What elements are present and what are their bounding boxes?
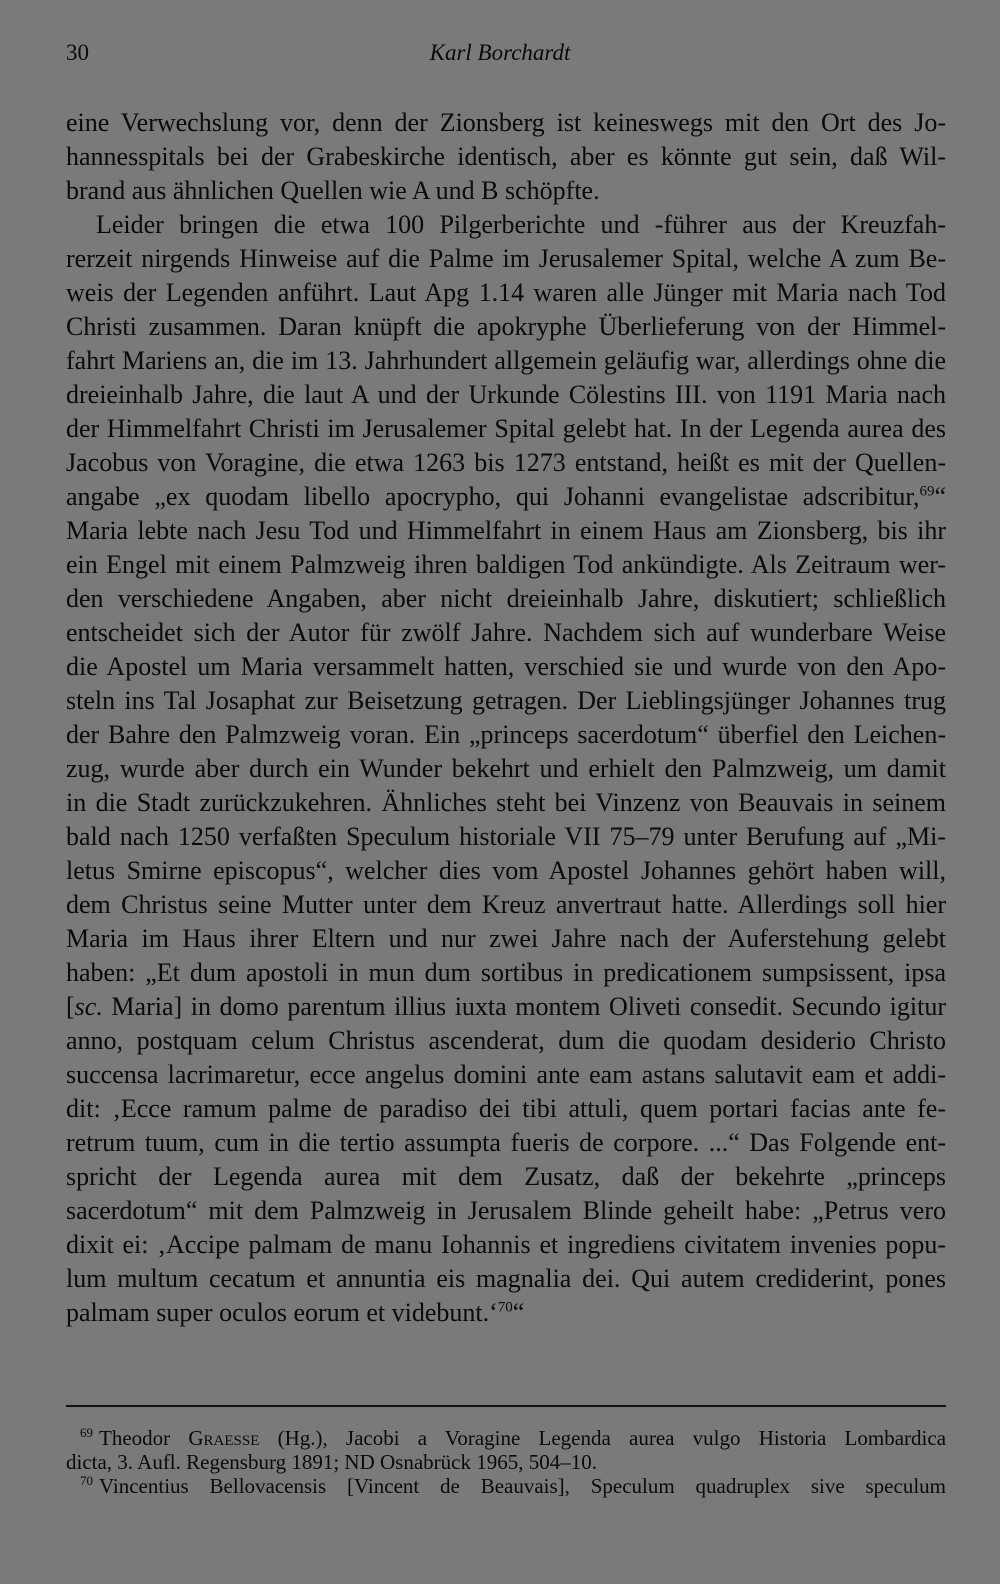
text-line: haben: „Et dum apostoli in mun dum sortibus in predicationem sumpsissent, ipsa xyxy=(66,958,946,987)
text-segment: in domo parentum illius iuxta montem Oliveti consedit. Secundo igitur xyxy=(190,992,946,1021)
text-line: spricht der Legenda aurea mit dem Zusatz, daß der bekehrte „princeps xyxy=(66,1162,946,1191)
text-line: den verschiedene Angaben, aber nicht dreieinhalb Jahre, diskutiert; schließlich xyxy=(66,584,946,613)
closing-quote: “ xyxy=(512,1298,525,1327)
text-line: Leider bringen die etwa 100 Pilgerberichte und -führer aus der Kreuzfah- xyxy=(96,210,946,239)
text-line: eine Verwechslung vor, denn der Zionsberg ist keineswegs mit den Ort des Jo- xyxy=(66,108,946,137)
footnote-69 xyxy=(66,1426,946,1450)
text-line: brand aus ähnlichen Quellen wie A und B schöpfte. xyxy=(66,176,600,205)
body-text xyxy=(66,106,946,1330)
footnote-ref-69[interactable]: 69 xyxy=(919,483,935,500)
page-number: 30 xyxy=(66,40,89,65)
text-line: Christi zusammen. Daran knüpft die apokryphe Überlieferung von der Himmel- xyxy=(66,312,946,341)
text-line: ein Engel mit einem Palmzweig ihren baldigen Tod ankündigte. Als Zeitraum wer- xyxy=(66,550,946,579)
text-line: zug, wurde aber durch ein Wunder bekehrt und erhielt den Palmzweig, um damit xyxy=(66,754,946,783)
closing-quote: ‘ xyxy=(489,1298,498,1327)
text-segment: angabe „ex quodam libello apocrypho, qui Johanni evangelistae adscribitur, xyxy=(66,482,920,511)
text-line: bald nach 1250 verfaßten Speculum historiale VII 75–79 unter Berufung auf „Mi- xyxy=(66,822,946,851)
text-line: entscheidet sich der Autor für zwölf Jahre. Nachdem sich auf wunderbare Weise xyxy=(66,618,946,647)
text-segment: Theodor xyxy=(99,1426,171,1450)
text-line: die Apostel um Maria versammelt hatten, verschied sie und wurde von den Apo- xyxy=(66,652,946,681)
text-line: der Bahre den Palmzweig voran. Ein „princeps sacerdotum“ überfiel den Leichen- xyxy=(66,720,946,749)
text-line: dit: ‚Ecce ramum palme de paradiso dei tibi attuli, quem portari facias ante fe- xyxy=(66,1094,946,1123)
text-line: dixit ei: ‚Accipe palmam de manu Iohannis et ingrediens civitatem invenies popu- xyxy=(66,1230,946,1259)
running-head: Karl Borchardt xyxy=(429,40,571,65)
footnote-70 xyxy=(66,1474,946,1498)
text-segment: Vincentius Bellovacensis [Vincent de Beauvais], Speculum quadruplex sive speculum xyxy=(99,1474,946,1498)
bracket: [ xyxy=(66,992,75,1021)
text-line: steln ins Tal Josaphat zur Beisetzung getragen. Der Lieblingsjünger Johannes trug xyxy=(66,686,946,715)
text-line: lum multum cecatum et annuntia eis magnalia dei. Qui autem crediderint, pones xyxy=(66,1264,946,1293)
text-segment: palmam super oculos eorum et videbunt. xyxy=(66,1298,490,1327)
text-line: sacerdotum“ mit dem Palmzweig in Jerusalem Blinde geheilt habe: „Petrus vero xyxy=(66,1196,946,1225)
text-line: dreieinhalb Jahre, die laut A und der Urkunde Cölestins III. von 1191 Maria nach xyxy=(66,380,946,409)
text-line: anno, postquam celum Christus ascenderat, dum die quodam desiderio Christo xyxy=(66,1026,946,1055)
closing-quote: “ xyxy=(934,482,946,511)
footnote-number: 69 xyxy=(80,1425,93,1440)
footnote-ref-70[interactable]: 70 xyxy=(497,1299,513,1316)
text-segment: (Hg.), Jacobi a Voragine Legenda aurea vulgo Historia Lombardica xyxy=(277,1426,947,1450)
footnote-69-cont: dicta, 3. Aufl. Regensburg 1891; ND Osnabrück 1965, 504–10. xyxy=(66,1450,597,1474)
text-line: succensa lacrimaretur, ecce angelus domini ante eam astans salutavit eam et addi- xyxy=(66,1060,946,1089)
text-line: der Himmelfahrt Christi im Jerusalemer Spital gelebt hat. In der Legenda aurea des xyxy=(66,414,946,443)
text-line: letus Smirne episcopus“, welcher dies vom Apostel Johannes gehört haben will, xyxy=(66,856,946,885)
text-line xyxy=(66,1296,946,1330)
footnotes xyxy=(66,1426,946,1498)
sc-abbreviation: sc. xyxy=(74,992,103,1021)
text-line xyxy=(66,990,946,1024)
text-line: Maria im Haus ihrer Eltern und nur zwei Jahre nach der Auferstehung gelebt xyxy=(66,924,946,953)
footnote-number: 70 xyxy=(80,1473,93,1488)
text-line: fahrt Mariens an, die im 13. Jahrhundert allgemein geläufig war, allerdings ohne die xyxy=(66,346,946,375)
text-line: in die Stadt zurückzukehren. Ähnliches steht bei Vinzenz von Beauvais in seinem xyxy=(66,788,946,817)
text-line: Jacobus von Voragine, die etwa 1263 bis 1273 entstand, heißt es mit der Quellen- xyxy=(66,448,946,477)
text-line: hannesspitals bei der Grabeskirche identisch, aber es könnte gut sein, daß Wil- xyxy=(66,142,946,171)
text-line: retrum tuum, cum in die tertio assumpta fueris de corpore. ...“ Das Folgende ent- xyxy=(66,1128,946,1157)
text-line: dem Christus seine Mutter unter dem Kreuz anvertraut hatte. Allerdings soll hier xyxy=(66,890,946,919)
text-segment: Maria] xyxy=(102,992,183,1021)
author-name: Graesse xyxy=(188,1426,260,1450)
text-line: rerzeit nirgends Hinweise auf die Palme im Jerusalemer Spital, welche A zum Be- xyxy=(66,244,946,273)
text-line xyxy=(66,480,946,514)
footnote-rule xyxy=(66,1405,946,1407)
text-line: weis der Legenden anführt. Laut Apg 1.14 waren alle Jünger mit Maria nach Tod xyxy=(66,278,946,307)
text-line: Maria lebte nach Jesu Tod und Himmelfahrt in einem Haus am Zionsberg, bis ihr xyxy=(66,516,946,545)
